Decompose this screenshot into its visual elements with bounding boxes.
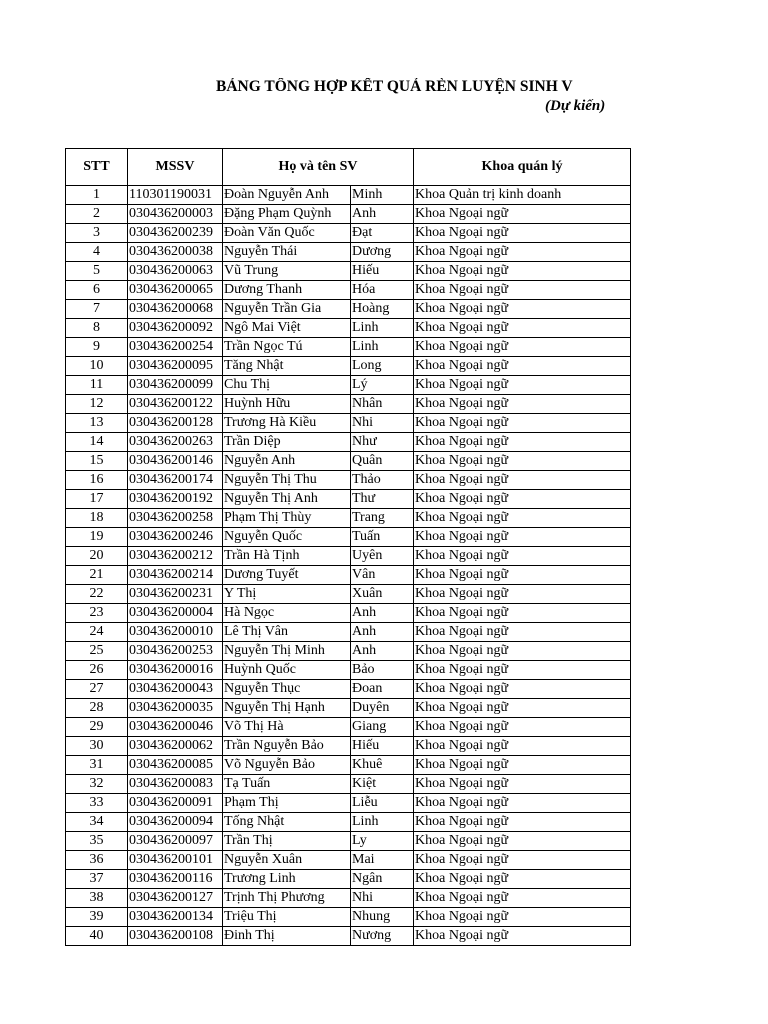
table-row bbox=[66, 604, 631, 623]
row-stt: 23 bbox=[66, 604, 128, 623]
row-given-name: Tuấn bbox=[351, 528, 414, 547]
row-student-id: 030436200122 bbox=[128, 395, 223, 414]
row-stt: 26 bbox=[66, 661, 128, 680]
row-faculty: Khoa Ngoại ngữ bbox=[414, 775, 631, 794]
row-given-name: Bảo bbox=[351, 661, 414, 680]
table-row bbox=[66, 490, 631, 509]
row-stt: 22 bbox=[66, 585, 128, 604]
row-given-name: Mai bbox=[351, 851, 414, 870]
table-row bbox=[66, 452, 631, 471]
table-row bbox=[66, 718, 631, 737]
row-surname: Nguyễn Thị Minh bbox=[223, 642, 351, 661]
table-row bbox=[66, 775, 631, 794]
row-surname: Trương Hà Kiều bbox=[223, 414, 351, 433]
table-row bbox=[66, 756, 631, 775]
table-row bbox=[66, 319, 631, 338]
row-stt: 39 bbox=[66, 908, 128, 927]
row-surname: Đinh Thị bbox=[223, 927, 351, 946]
row-faculty: Khoa Ngoại ngữ bbox=[414, 908, 631, 927]
row-surname: Nguyễn Thị Hạnh bbox=[223, 699, 351, 718]
table-row bbox=[66, 889, 631, 908]
row-faculty: Khoa Ngoại ngữ bbox=[414, 794, 631, 813]
row-stt: 3 bbox=[66, 224, 128, 243]
table-row bbox=[66, 357, 631, 376]
row-stt: 9 bbox=[66, 338, 128, 357]
row-student-id: 030436200254 bbox=[128, 338, 223, 357]
row-stt: 34 bbox=[66, 813, 128, 832]
row-student-id: 030436200092 bbox=[128, 319, 223, 338]
row-faculty: Khoa Ngoại ngữ bbox=[414, 699, 631, 718]
row-stt: 1 bbox=[66, 186, 128, 205]
row-student-id: 030436200046 bbox=[128, 718, 223, 737]
row-faculty: Khoa Ngoại ngữ bbox=[414, 338, 631, 357]
row-surname: Ngô Mai Việt bbox=[223, 319, 351, 338]
row-surname: Trịnh Thị Phương bbox=[223, 889, 351, 908]
row-student-id: 030436200004 bbox=[128, 604, 223, 623]
row-given-name: Nhi bbox=[351, 414, 414, 433]
row-student-id: 030436200038 bbox=[128, 243, 223, 262]
row-surname: Nguyễn Quốc bbox=[223, 528, 351, 547]
row-surname: Huỳnh Quốc bbox=[223, 661, 351, 680]
row-stt: 6 bbox=[66, 281, 128, 300]
row-student-id: 110301190031 bbox=[128, 186, 223, 205]
row-stt: 10 bbox=[66, 357, 128, 376]
document-subtitle: (Dự kiến) bbox=[545, 98, 606, 114]
row-faculty: Khoa Ngoại ngữ bbox=[414, 642, 631, 661]
row-student-id: 030436200097 bbox=[128, 832, 223, 851]
row-surname: Trần Hà Tịnh bbox=[223, 547, 351, 566]
row-given-name: Thư bbox=[351, 490, 414, 509]
row-surname: Trần Diệp bbox=[223, 433, 351, 452]
row-student-id: 030436200246 bbox=[128, 528, 223, 547]
row-stt: 38 bbox=[66, 889, 128, 908]
row-student-id: 030436200063 bbox=[128, 262, 223, 281]
document-title: BẢNG TỔNG HỢP KẾT QUẢ RÈN LUYỆN SINH V bbox=[216, 78, 573, 95]
row-given-name: Dương bbox=[351, 243, 414, 262]
row-surname: Võ Nguyễn Bảo bbox=[223, 756, 351, 775]
row-given-name: Đạt bbox=[351, 224, 414, 243]
row-faculty: Khoa Ngoại ngữ bbox=[414, 414, 631, 433]
row-student-id: 030436200174 bbox=[128, 471, 223, 490]
row-given-name: Hiếu bbox=[351, 737, 414, 756]
row-surname: Triệu Thị bbox=[223, 908, 351, 927]
row-faculty: Khoa Ngoại ngữ bbox=[414, 718, 631, 737]
row-given-name: Ngân bbox=[351, 870, 414, 889]
row-given-name: Linh bbox=[351, 319, 414, 338]
row-given-name: Hoàng bbox=[351, 300, 414, 319]
row-surname: Trần Ngọc Tú bbox=[223, 338, 351, 357]
row-given-name: Long bbox=[351, 357, 414, 376]
row-student-id: 030436200016 bbox=[128, 661, 223, 680]
row-given-name: Liễu bbox=[351, 794, 414, 813]
row-stt: 18 bbox=[66, 509, 128, 528]
row-surname: Tống Nhật bbox=[223, 813, 351, 832]
row-student-id: 030436200101 bbox=[128, 851, 223, 870]
row-surname: Đoàn Văn Quốc bbox=[223, 224, 351, 243]
row-student-id: 030436200108 bbox=[128, 927, 223, 946]
row-faculty: Khoa Ngoại ngữ bbox=[414, 604, 631, 623]
row-stt: 27 bbox=[66, 680, 128, 699]
row-student-id: 030436200091 bbox=[128, 794, 223, 813]
header-faculty: Khoa quán lý bbox=[414, 149, 631, 186]
row-surname: Dương Thanh bbox=[223, 281, 351, 300]
table-row bbox=[66, 699, 631, 718]
row-given-name: Như bbox=[351, 433, 414, 452]
table-row bbox=[66, 813, 631, 832]
row-surname: Đặng Phạm Quỳnh bbox=[223, 205, 351, 224]
row-stt: 13 bbox=[66, 414, 128, 433]
table-row bbox=[66, 794, 631, 813]
row-student-id: 030436200116 bbox=[128, 870, 223, 889]
row-faculty: Khoa Ngoại ngữ bbox=[414, 566, 631, 585]
row-stt: 11 bbox=[66, 376, 128, 395]
row-surname: Phạm Thị Thùy bbox=[223, 509, 351, 528]
row-faculty: Khoa Ngoại ngữ bbox=[414, 490, 631, 509]
row-stt: 8 bbox=[66, 319, 128, 338]
row-surname: Chu Thị bbox=[223, 376, 351, 395]
row-surname: Nguyễn Thái bbox=[223, 243, 351, 262]
row-stt: 37 bbox=[66, 870, 128, 889]
row-student-id: 030436200099 bbox=[128, 376, 223, 395]
table-row bbox=[66, 908, 631, 927]
row-stt: 14 bbox=[66, 433, 128, 452]
row-stt: 33 bbox=[66, 794, 128, 813]
table-row bbox=[66, 243, 631, 262]
row-given-name: Duyên bbox=[351, 699, 414, 718]
row-stt: 25 bbox=[66, 642, 128, 661]
row-given-name: Linh bbox=[351, 813, 414, 832]
row-surname: Đoàn Nguyễn Anh bbox=[223, 186, 351, 205]
table-row bbox=[66, 300, 631, 319]
table-row bbox=[66, 224, 631, 243]
row-faculty: Khoa Ngoại ngữ bbox=[414, 870, 631, 889]
row-given-name: Minh bbox=[351, 186, 414, 205]
table-row bbox=[66, 205, 631, 224]
row-student-id: 030436200010 bbox=[128, 623, 223, 642]
row-given-name: Quân bbox=[351, 452, 414, 471]
row-surname: Trương Linh bbox=[223, 870, 351, 889]
row-surname: Trần Thị bbox=[223, 832, 351, 851]
row-given-name: Nhung bbox=[351, 908, 414, 927]
row-faculty: Khoa Ngoại ngữ bbox=[414, 395, 631, 414]
row-faculty: Khoa Ngoại ngữ bbox=[414, 452, 631, 471]
row-stt: 17 bbox=[66, 490, 128, 509]
row-given-name: Đoan bbox=[351, 680, 414, 699]
row-faculty: Khoa Ngoại ngữ bbox=[414, 585, 631, 604]
table-row bbox=[66, 623, 631, 642]
row-stt: 7 bbox=[66, 300, 128, 319]
row-faculty: Khoa Ngoại ngữ bbox=[414, 756, 631, 775]
row-faculty: Khoa Ngoại ngữ bbox=[414, 205, 631, 224]
row-stt: 19 bbox=[66, 528, 128, 547]
row-given-name: Xuân bbox=[351, 585, 414, 604]
row-given-name: Hóa bbox=[351, 281, 414, 300]
row-faculty: Khoa Ngoại ngữ bbox=[414, 509, 631, 528]
row-stt: 36 bbox=[66, 851, 128, 870]
row-student-id: 030436200239 bbox=[128, 224, 223, 243]
row-stt: 35 bbox=[66, 832, 128, 851]
row-surname: Nguyễn Thục bbox=[223, 680, 351, 699]
row-student-id: 030436200134 bbox=[128, 908, 223, 927]
row-surname: Lê Thị Vân bbox=[223, 623, 351, 642]
table-row bbox=[66, 870, 631, 889]
row-faculty: Khoa Ngoại ngữ bbox=[414, 319, 631, 338]
row-stt: 28 bbox=[66, 699, 128, 718]
row-surname: Nguyễn Thị Thu bbox=[223, 471, 351, 490]
table-row bbox=[66, 414, 631, 433]
row-surname: Dương Tuyết bbox=[223, 566, 351, 585]
row-given-name: Hiếu bbox=[351, 262, 414, 281]
row-stt: 2 bbox=[66, 205, 128, 224]
row-faculty: Khoa Ngoại ngữ bbox=[414, 528, 631, 547]
row-faculty: Khoa Ngoại ngữ bbox=[414, 547, 631, 566]
row-given-name: Vân bbox=[351, 566, 414, 585]
row-faculty: Khoa Ngoại ngữ bbox=[414, 300, 631, 319]
row-student-id: 030436200231 bbox=[128, 585, 223, 604]
table-row bbox=[66, 262, 631, 281]
table-row bbox=[66, 471, 631, 490]
row-student-id: 030436200068 bbox=[128, 300, 223, 319]
row-student-id: 030436200128 bbox=[128, 414, 223, 433]
row-faculty: Khoa Ngoại ngữ bbox=[414, 357, 631, 376]
row-surname: Phạm Thị bbox=[223, 794, 351, 813]
row-given-name: Nhân bbox=[351, 395, 414, 414]
row-faculty: Khoa Ngoại ngữ bbox=[414, 623, 631, 642]
row-student-id: 030436200263 bbox=[128, 433, 223, 452]
row-surname: Vũ Trung bbox=[223, 262, 351, 281]
table-row bbox=[66, 186, 631, 205]
row-surname: Tạ Tuấn bbox=[223, 775, 351, 794]
row-faculty: Khoa Ngoại ngữ bbox=[414, 832, 631, 851]
table-row bbox=[66, 547, 631, 566]
row-student-id: 030436200127 bbox=[128, 889, 223, 908]
row-given-name: Khuê bbox=[351, 756, 414, 775]
row-student-id: 030436200253 bbox=[128, 642, 223, 661]
table-row bbox=[66, 528, 631, 547]
row-given-name: Anh bbox=[351, 642, 414, 661]
row-student-id: 030436200035 bbox=[128, 699, 223, 718]
table-row bbox=[66, 832, 631, 851]
header-student-name: Họ và tên SV bbox=[223, 149, 414, 186]
table-row bbox=[66, 680, 631, 699]
header-stt: STT bbox=[66, 149, 128, 186]
row-surname: Nguyễn Anh bbox=[223, 452, 351, 471]
header-mssv: MSSV bbox=[128, 149, 223, 186]
row-faculty: Khoa Ngoại ngữ bbox=[414, 224, 631, 243]
row-student-id: 030436200094 bbox=[128, 813, 223, 832]
row-stt: 32 bbox=[66, 775, 128, 794]
row-surname: Nguyễn Thị Anh bbox=[223, 490, 351, 509]
row-surname: Hà Ngọc bbox=[223, 604, 351, 623]
row-student-id: 030436200065 bbox=[128, 281, 223, 300]
row-faculty: Khoa Ngoại ngữ bbox=[414, 471, 631, 490]
row-surname: Võ Thị Hà bbox=[223, 718, 351, 737]
row-student-id: 030436200258 bbox=[128, 509, 223, 528]
table-row bbox=[66, 338, 631, 357]
table-row bbox=[66, 376, 631, 395]
row-faculty: Khoa Ngoại ngữ bbox=[414, 281, 631, 300]
row-surname: Y Thị bbox=[223, 585, 351, 604]
row-faculty: Khoa Ngoại ngữ bbox=[414, 889, 631, 908]
table-row bbox=[66, 851, 631, 870]
student-results-table bbox=[65, 148, 631, 946]
table-row bbox=[66, 281, 631, 300]
row-faculty: Khoa Ngoại ngữ bbox=[414, 376, 631, 395]
row-faculty: Khoa Ngoại ngữ bbox=[414, 851, 631, 870]
row-faculty: Khoa Ngoại ngữ bbox=[414, 737, 631, 756]
row-given-name: Nương bbox=[351, 927, 414, 946]
table-row bbox=[66, 585, 631, 604]
row-student-id: 030436200095 bbox=[128, 357, 223, 376]
row-stt: 20 bbox=[66, 547, 128, 566]
row-stt: 16 bbox=[66, 471, 128, 490]
row-faculty: Khoa Ngoại ngữ bbox=[414, 661, 631, 680]
row-given-name: Thảo bbox=[351, 471, 414, 490]
row-stt: 12 bbox=[66, 395, 128, 414]
row-given-name: Anh bbox=[351, 604, 414, 623]
row-given-name: Kiệt bbox=[351, 775, 414, 794]
row-student-id: 030436200085 bbox=[128, 756, 223, 775]
row-faculty: Khoa Ngoại ngữ bbox=[414, 243, 631, 262]
table-row bbox=[66, 642, 631, 661]
row-given-name: Nhi bbox=[351, 889, 414, 908]
row-stt: 31 bbox=[66, 756, 128, 775]
row-given-name: Giang bbox=[351, 718, 414, 737]
row-stt: 5 bbox=[66, 262, 128, 281]
row-given-name: Linh bbox=[351, 338, 414, 357]
table-row bbox=[66, 661, 631, 680]
row-faculty: Khoa Quản trị kinh doanh bbox=[414, 186, 631, 205]
row-faculty: Khoa Ngoại ngữ bbox=[414, 813, 631, 832]
row-surname: Huỳnh Hữu bbox=[223, 395, 351, 414]
row-given-name: Trang bbox=[351, 509, 414, 528]
row-student-id: 030436200214 bbox=[128, 566, 223, 585]
row-stt: 40 bbox=[66, 927, 128, 946]
row-student-id: 030436200083 bbox=[128, 775, 223, 794]
row-student-id: 030436200192 bbox=[128, 490, 223, 509]
row-surname: Trần Nguyễn Bảo bbox=[223, 737, 351, 756]
row-stt: 30 bbox=[66, 737, 128, 756]
row-faculty: Khoa Ngoại ngữ bbox=[414, 262, 631, 281]
table-row bbox=[66, 433, 631, 452]
row-surname: Tăng Nhật bbox=[223, 357, 351, 376]
table-row bbox=[66, 737, 631, 756]
row-given-name: Lý bbox=[351, 376, 414, 395]
row-student-id: 030436200146 bbox=[128, 452, 223, 471]
row-surname: Nguyễn Trần Gia bbox=[223, 300, 351, 319]
row-stt: 24 bbox=[66, 623, 128, 642]
row-given-name: Anh bbox=[351, 623, 414, 642]
row-student-id: 030436200062 bbox=[128, 737, 223, 756]
row-surname: Nguyễn Xuân bbox=[223, 851, 351, 870]
row-student-id: 030436200212 bbox=[128, 547, 223, 566]
row-given-name: Anh bbox=[351, 205, 414, 224]
row-student-id: 030436200043 bbox=[128, 680, 223, 699]
row-student-id: 030436200003 bbox=[128, 205, 223, 224]
row-faculty: Khoa Ngoại ngữ bbox=[414, 433, 631, 452]
row-stt: 29 bbox=[66, 718, 128, 737]
row-stt: 15 bbox=[66, 452, 128, 471]
row-faculty: Khoa Ngoại ngữ bbox=[414, 680, 631, 699]
row-stt: 4 bbox=[66, 243, 128, 262]
row-given-name: Ly bbox=[351, 832, 414, 851]
table-row bbox=[66, 566, 631, 585]
row-stt: 21 bbox=[66, 566, 128, 585]
table-row bbox=[66, 927, 631, 946]
table-row bbox=[66, 395, 631, 414]
table-row bbox=[66, 509, 631, 528]
row-given-name: Uyên bbox=[351, 547, 414, 566]
table-header-row bbox=[66, 149, 631, 186]
row-faculty: Khoa Ngoại ngữ bbox=[414, 927, 631, 946]
